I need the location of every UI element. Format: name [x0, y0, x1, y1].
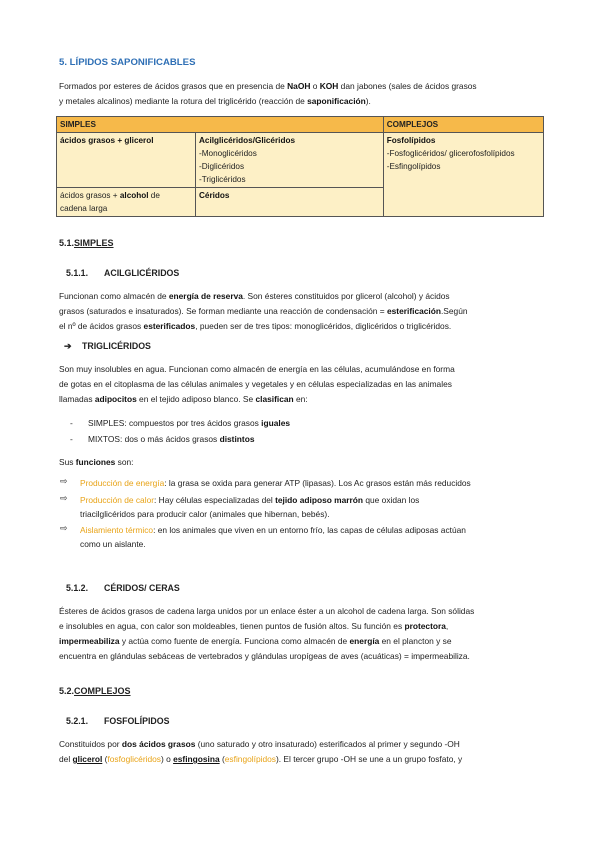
adipocitos-term: adipocitos — [94, 394, 137, 404]
dash-bullet: - — [70, 434, 73, 444]
text: Constituidos por — [59, 739, 122, 749]
row2-text: ácidos grasos + — [60, 191, 120, 200]
heading-label: CÉRIDOS/ CERAS — [104, 583, 180, 593]
text: Sus — [59, 457, 76, 467]
section-title: 5. LÍPIDOS SAPONIFICABLES — [59, 57, 196, 68]
text: . Son sólidas — [426, 606, 475, 616]
text: y actúa como fuente de energía. Funciona como almacén de — [119, 636, 350, 646]
text: Son muy insolubles en agua. Funcionan como almacén de energía en las células, acumulándose en forma — [59, 364, 455, 374]
text: .Según — [440, 306, 468, 316]
complejos-cell — [383, 133, 543, 217]
heading-5-1-2 — [66, 583, 180, 593]
heading-label: SIMPLES — [74, 238, 114, 248]
text: Funcionan como almacén de — [59, 291, 169, 301]
fosfolipidos-paragraph — [59, 737, 543, 767]
heading-label: TRIGLICÉRIDOS — [82, 341, 151, 351]
table-row — [57, 133, 544, 188]
highlight-text: Producción de calor — [80, 495, 155, 505]
dos-acidos-term: dos ácidos grasos — [121, 739, 196, 749]
trigliceridos-paragraph — [59, 362, 543, 407]
esterificacion-term: esterificación — [386, 306, 441, 316]
text: MIXTOS: dos o más ácidos grasos — [88, 434, 220, 444]
text: : Hay células especializadas del — [154, 495, 276, 505]
highlight-text: fosfoglicéridos — [107, 754, 161, 764]
text: en el plancton y se — [379, 636, 452, 646]
ceridos-text: Céridos — [199, 191, 230, 200]
text: el nº de ácidos grasos — [59, 321, 144, 331]
heading-label: COMPLEJOS — [74, 686, 131, 696]
highlight-text: Aislamiento térmico — [80, 525, 154, 535]
acilgliceridos-paragraph — [59, 289, 543, 334]
naoh-term: NaOH — [287, 81, 311, 91]
table-header-row — [57, 117, 544, 133]
text: : en los animales que viven en un entorno frío, las capas de células adiposas actúan — [153, 525, 466, 535]
text: , — [445, 621, 449, 631]
dash-bullet: - — [70, 418, 73, 428]
iguales-term: iguales — [261, 418, 291, 428]
row1-left-text: ácidos grasos + glicerol — [60, 136, 154, 145]
arrow-outline-icon: ⇨ — [60, 476, 68, 486]
clasifican-term: clasifican — [255, 394, 294, 404]
heading-number: 5.2.1. — [66, 716, 89, 726]
text: llamadas — [59, 394, 95, 404]
text: grasos (saturados e insaturados). Se forman mediante una reacción de condensación = — [59, 306, 387, 316]
text: en: — [293, 394, 308, 404]
highlight-text: Producción de energía — [80, 478, 165, 488]
saponificacion-term: saponificación — [307, 96, 366, 106]
intro-text: Formados por esteres de ácidos grasos que en presencia de — [59, 81, 288, 91]
heading-number: 5.1.2. — [66, 583, 89, 593]
text: del — [59, 754, 73, 764]
acilgliceridos-heading: Acilglicéridos/Glicéridos — [199, 136, 296, 145]
text: como un aislante. — [80, 539, 146, 549]
list-item: -Fosfoglicéridos/ glicerofosfolípidos — [386, 149, 515, 158]
protectora-term: protectora — [404, 621, 446, 631]
esfingosina-term: esfingosina — [173, 754, 220, 764]
funcion-calor — [80, 493, 543, 521]
intro-text: y metales alcalinos) mediante la rotura del triglicérido (reacción de — [59, 96, 308, 106]
text: : la grasa se oxida para generar ATP (lipasas). Los Ac grasos están más reducidos — [164, 478, 471, 488]
highlight-text: esfingolípidos — [224, 754, 276, 764]
funcion-energia — [80, 476, 543, 490]
list-item: -Triglicéridos — [199, 175, 246, 184]
list-item: -Esfingolípidos — [386, 162, 441, 171]
energia-term: energía — [349, 636, 380, 646]
heading-5-2-1 — [66, 716, 170, 726]
text: ( — [219, 754, 225, 764]
lipids-table — [56, 116, 544, 217]
header-complejos: COMPLEJOS — [383, 117, 543, 133]
intro-text: o — [310, 81, 320, 91]
heading-label: ACILGLICÉRIDOS — [104, 268, 180, 278]
intro-paragraph — [59, 79, 543, 109]
impermeabiliza-term: impermeabiliza — [59, 636, 120, 646]
text: encuentra en glándulas sebáceas de vertebrados y glándulas uropígeas de aves (acuáticas) = impermeabiliza. — [59, 651, 470, 661]
funciones-intro — [59, 455, 543, 470]
arrow-right-icon: ➔ — [64, 341, 72, 351]
heading-label: FOSFOLÍPIDOS — [104, 716, 170, 726]
list-item — [70, 416, 290, 431]
text: . Son ésteres constituidos por glicerol (alcohol) y ácidos — [242, 291, 450, 301]
heading-5-1 — [59, 238, 114, 248]
heading-5-2 — [59, 686, 131, 696]
ceridos-paragraph — [59, 604, 543, 664]
row2-text: cadena larga — [60, 204, 108, 213]
intro-text: dan jabones (sales de ácidos grasos — [338, 81, 477, 91]
heading-trigliceridos — [64, 341, 151, 352]
energia-reserva-term: energía de reserva — [168, 291, 243, 301]
funcion-aislamiento — [80, 523, 543, 551]
text: son: — [115, 457, 134, 467]
arrow-outline-icon: ⇨ — [60, 523, 68, 533]
row2-text: de — [148, 191, 160, 200]
header-simples: SIMPLES — [57, 117, 384, 133]
row1-mid-cell — [196, 133, 384, 188]
funciones-term: funciones — [75, 457, 116, 467]
text: en el tejido adiposo blanco. Se — [136, 394, 256, 404]
heading-number: 5.1. — [59, 238, 75, 248]
heading-5-1-1 — [66, 268, 179, 278]
text: , pueden ser de tres tipos: monoglicéridos, diglicéridos o triglicéridos. — [195, 321, 452, 331]
intro-text: ). — [365, 96, 371, 106]
distintos-term: distintos — [219, 434, 255, 444]
text: ( — [102, 754, 108, 764]
koh-term: KOH — [319, 81, 339, 91]
row2-left-cell — [57, 188, 196, 217]
glicerol-term: glicerol — [72, 754, 103, 764]
list-item — [70, 432, 254, 447]
heading-number: 5.2. — [59, 686, 75, 696]
esterificados-term: esterificados — [143, 321, 196, 331]
tejido-adiposo-term: tejido adiposo marrón — [275, 495, 364, 505]
row2-mid-cell — [196, 188, 384, 217]
row1-left-cell — [57, 133, 196, 188]
alcohol-term: alcohol — [119, 191, 149, 200]
text: e insolubles en agua, con calor son moldeables, tienen puntos de fusión altos. Su función es — [59, 621, 405, 631]
list-item: -Diglicéridos — [199, 162, 245, 171]
arrow-outline-icon: ⇨ — [60, 493, 68, 503]
text: ). El tercer grupo -OH se une a un grupo fosfato, y — [275, 754, 463, 764]
text: ) o — [160, 754, 174, 764]
fosfolipidos-heading: Fosfolípidos — [386, 136, 436, 145]
text: Ésteres de ácidos grasos de cadena larga unidos por un enlace éster a un alcohol de cadena larga — [59, 606, 427, 616]
list-item: -Monoglicéridos — [199, 149, 257, 158]
text: SIMPLES: compuestos por tres ácidos grasos — [88, 418, 262, 428]
text: que oxidan los — [363, 495, 420, 505]
heading-number: 5.1.1. — [66, 268, 89, 278]
text: triacilglicéridos para producir calor (animales que hibernan, bebés). — [80, 509, 330, 519]
text: (uno saturado y otro insaturado) esterificados al primer y segundo -OH — [195, 739, 460, 749]
text: de gotas en el citoplasma de las células animales y vegetales y en células especializadas en las animales — [59, 379, 452, 389]
